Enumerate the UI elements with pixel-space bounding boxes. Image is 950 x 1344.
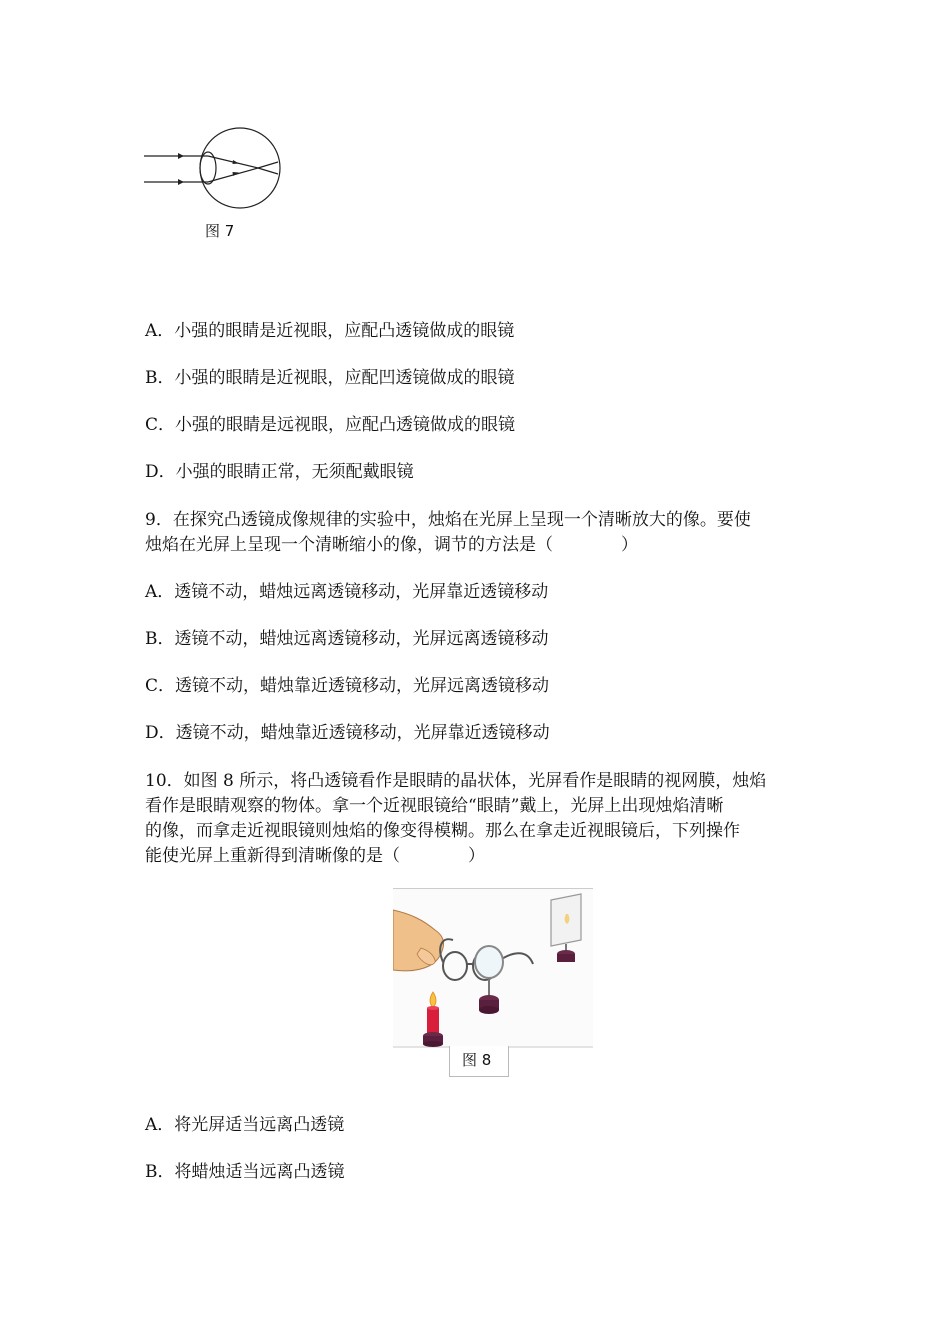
q10-stem-line4: 能使光屏上重新得到清晰像的是（ ） [145, 846, 485, 866]
q9-option-c: C．透镜不动，蜡烛靠近透镜移动，光屏远离透镜移动 [145, 676, 550, 696]
arrow-top [178, 153, 184, 159]
q10-stem-line2: 看作是眼睛观察的物体。拿一个近视眼镜给“眼睛”戴上，光屏上出现烛焰清晰 [145, 796, 724, 816]
q9-option-d: D．透镜不动，蜡烛靠近透镜移动，光屏靠近透镜移动 [145, 723, 550, 743]
diverging-ray-bottom [258, 162, 278, 168]
arrow-refracted-top [233, 160, 240, 164]
figure7-caption: 图 7 [205, 222, 235, 240]
q9-stem-line1: 9．在探究凸透镜成像规律的实验中，烛焰在光屏上呈现一个清晰放大的像。要使 [145, 510, 751, 530]
eyeball-circle [200, 128, 280, 208]
candle-body [427, 1008, 439, 1034]
diverging-ray-top [258, 168, 278, 174]
q10-option-a: A．将光屏适当远离凸透镜 [145, 1115, 345, 1135]
q9-stem-line2: 烛焰在光屏上呈现一个清晰缩小的像，调节的方法是（ ） [145, 535, 638, 555]
q9-option-b: B．透镜不动，蜡烛远离透镜移动，光屏远离透镜移动 [145, 629, 549, 649]
q8-option-d: D．小强的眼睛正常，无须配戴眼镜 [145, 462, 414, 482]
lens-experiment-figure [393, 888, 593, 1048]
q8-option-b: B．小强的眼睛是近视眼，应配凹透镜做成的眼镜 [145, 368, 515, 388]
candle-base-bottom [423, 1041, 443, 1047]
q10-option-b: B．将蜡烛适当远离凸透镜 [145, 1162, 345, 1182]
candle-top [427, 1006, 439, 1010]
lens-stand-base-bottom [479, 1006, 499, 1014]
arrow-bottom [178, 179, 184, 185]
screen-stand-base-side [557, 954, 575, 962]
q10-stem-line3: 的像，而拿走近视眼镜则烛焰的像变得模糊。那么在拿走近视眼镜后，下列操作 [145, 821, 740, 841]
q9-option-a: A．透镜不动，蜡烛远离透镜移动，光屏靠近透镜移动 [145, 582, 549, 602]
q8-option-c: C．小强的眼睛是远视眼，应配凸透镜做成的眼镜 [145, 415, 516, 435]
q10-stem-line1: 10．如图 8 所示，将凸透镜看作是眼睛的晶状体，光屏看作是眼睛的视网膜，烛焰 [145, 771, 767, 791]
figure8-caption: 图 8 [462, 1051, 492, 1069]
convex-lens [475, 946, 503, 978]
q8-option-a: A．小强的眼睛是近视眼，应配凸透镜做成的眼镜 [145, 321, 515, 341]
